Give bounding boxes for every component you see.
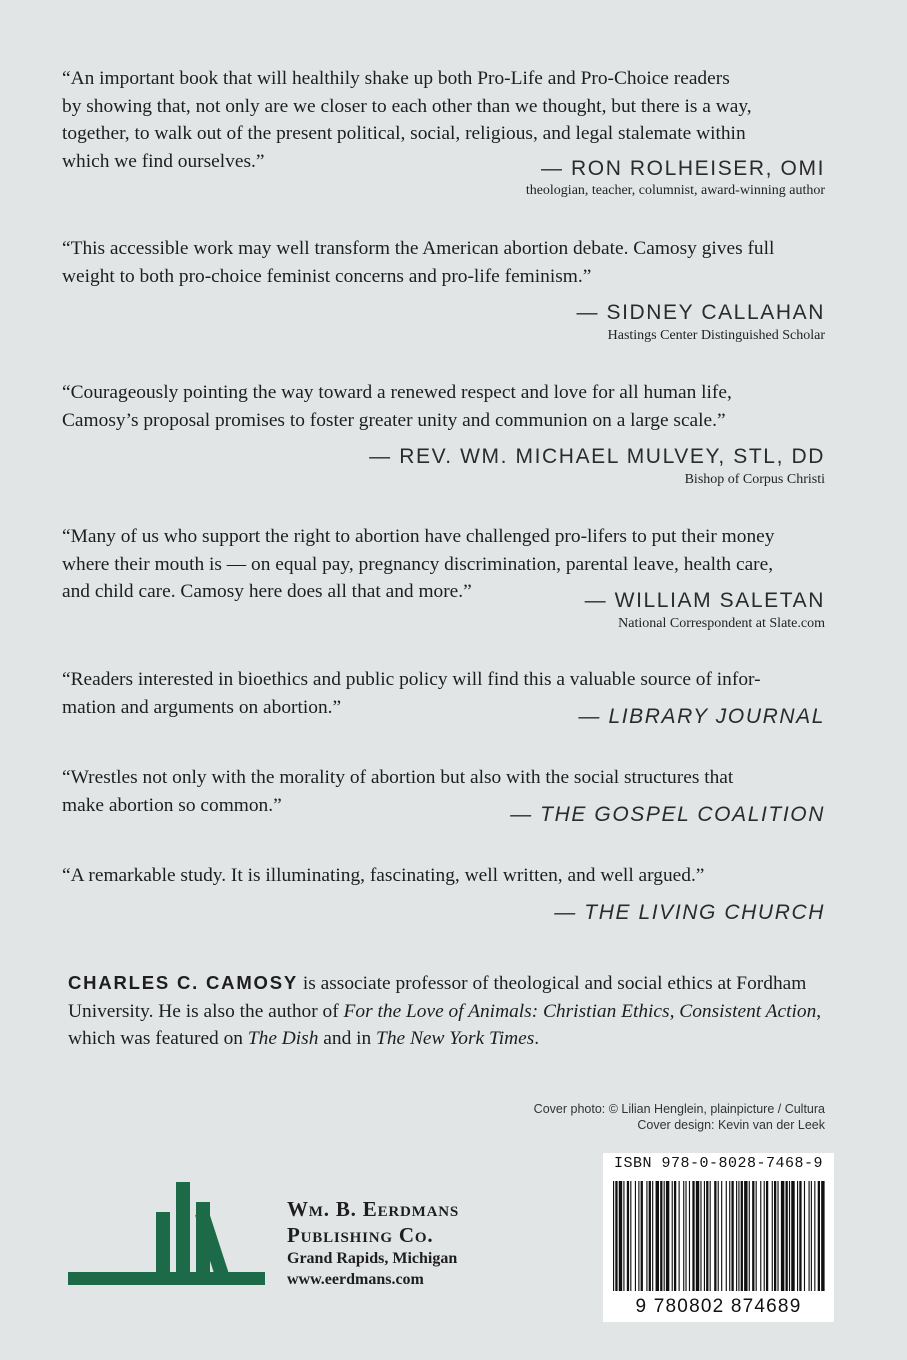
barcode-bar xyxy=(749,1181,750,1291)
barcode-bar xyxy=(721,1181,722,1291)
role-mulvey: Bishop of Corpus Christi xyxy=(684,472,825,487)
barcode-bar xyxy=(613,1181,614,1291)
barcode-bar xyxy=(811,1181,812,1291)
barcode-bar xyxy=(738,1181,739,1291)
barcode-bar xyxy=(638,1181,639,1291)
barcode-bar xyxy=(692,1181,694,1291)
publisher-city: Grand Rapids, Michigan xyxy=(287,1250,458,1267)
cover-credits xyxy=(534,1101,825,1133)
attribution-mulvey: — REV. WM. MICHAEL MULVEY, STL, DD xyxy=(369,445,825,468)
barcode-bar xyxy=(706,1181,708,1291)
books-logo-icon xyxy=(68,1182,268,1286)
barcode-bar xyxy=(664,1181,665,1291)
cover-design-credit: Cover design: Kevin van der Leek xyxy=(637,1118,825,1132)
barcode-bar xyxy=(729,1181,730,1291)
attribution-living-church: — THE LIVING CHURCH xyxy=(554,901,825,924)
barcode-bar xyxy=(627,1181,629,1291)
quote-callahan xyxy=(62,235,842,290)
quote-living-church xyxy=(62,862,842,890)
quote-text: “Wrestles not only with the morality of abortion but also with the social structures that make abortion so common.” xyxy=(62,767,734,816)
barcode-bar xyxy=(818,1181,820,1291)
barcode-bar xyxy=(666,1181,669,1291)
barcode-digits: 9 780802 874689 xyxy=(635,1296,802,1317)
barcode-bar xyxy=(786,1181,788,1291)
barcode-bar xyxy=(821,1181,824,1291)
bio-text: is associate professor of theological and social ethics at Fordham University. He is also the author of xyxy=(68,973,807,1022)
attribution-rolheiser: — RON ROLHEISER, OMI xyxy=(540,157,825,180)
barcode-bar xyxy=(619,1181,622,1291)
barcode-bar xyxy=(781,1181,784,1291)
barcode-bar xyxy=(685,1181,686,1291)
barcode-bar xyxy=(766,1181,768,1291)
barcode-bar xyxy=(764,1181,765,1291)
attribution-gospel-coalition: — THE GOSPEL COALITION xyxy=(510,803,825,826)
barcode-bar xyxy=(797,1181,798,1291)
barcode-bars-icon xyxy=(611,1181,826,1295)
barcode-bar xyxy=(674,1181,676,1291)
barcode-bar xyxy=(623,1181,624,1291)
barcode-bar xyxy=(791,1181,794,1291)
barcode-bar xyxy=(646,1181,647,1291)
book-title: For the Love of Animals: Christian Ethics, Consistent Action xyxy=(343,1000,817,1022)
barcode-bar xyxy=(641,1181,643,1291)
isbn-label: ISBN 978-0-8028-7468-9 xyxy=(613,1155,824,1172)
barcode-bar xyxy=(718,1181,719,1291)
barcode-bar xyxy=(799,1181,801,1291)
barcode-bar xyxy=(689,1181,690,1291)
barcode-bar xyxy=(714,1181,716,1291)
barcode-bar xyxy=(630,1181,631,1291)
publisher-block xyxy=(287,1196,459,1290)
barcode-bar xyxy=(772,1181,773,1291)
barcode-bar xyxy=(649,1181,651,1291)
barcode-bar xyxy=(731,1181,733,1291)
barcode-bar xyxy=(700,1181,701,1291)
bio-text: and in xyxy=(318,1028,377,1049)
barcode-bar xyxy=(804,1181,805,1291)
isbn-barcode xyxy=(603,1153,834,1322)
outlet-title: The Dish xyxy=(247,1028,319,1049)
outlet-title: The New York Times xyxy=(376,1028,535,1049)
barcode-bar xyxy=(741,1181,743,1291)
barcode-bar xyxy=(652,1181,653,1291)
barcode-bar xyxy=(635,1181,636,1291)
barcode-bar xyxy=(710,1181,711,1291)
quote-text: “An important book that will healthily shake up both Pro-Life and Pro-Choice readers by showing that, not only are we closer to each other than we thought, but there is a way, together, to walk out of the present political, social, religious, and legal stalemate within which we find ourselves.” xyxy=(62,68,752,172)
barcode-bar xyxy=(814,1181,815,1291)
author-name: CHARLES C. CAMOSY xyxy=(68,972,298,993)
quote-mulvey xyxy=(62,379,842,434)
barcode-bar xyxy=(756,1181,757,1291)
barcode-bar xyxy=(679,1181,680,1291)
author-bio xyxy=(68,969,848,1053)
attribution-callahan: — SIDNEY CALLAHAN xyxy=(576,301,825,324)
barcode-bar xyxy=(615,1181,617,1291)
publisher-name-line1: Wm. B. Eerdmans xyxy=(287,1197,460,1221)
publisher-name-line2: Publishing Co. xyxy=(287,1223,434,1247)
quote-text: “This accessible work may well transform the American abortion debate. Camosy gives full weight to both pro-choice feminist concerns and pro-life feminism.” xyxy=(62,238,775,287)
barcode-bar xyxy=(774,1181,776,1291)
barcode-bar xyxy=(789,1181,790,1291)
barcode-bar xyxy=(726,1181,727,1291)
bio-text: . xyxy=(534,1028,540,1049)
barcode-bar xyxy=(777,1181,778,1291)
barcode-bar xyxy=(704,1181,705,1291)
quote-text: “Readers interested in bioethics and public policy will find this a valuable source of infor- mation and arguments on abortion.” xyxy=(62,669,761,718)
barcode-bar xyxy=(760,1181,761,1291)
barcode-bar xyxy=(744,1181,747,1291)
quote-text: “Courageously pointing the way toward a renewed respect and love for all human life, Camosy’s proposal promises to foster greater unity and communion on a large scale.” xyxy=(62,382,732,431)
cover-photo-credit: Cover photo: © Lilian Henglein, plainpicture / Cultura xyxy=(533,1102,825,1116)
barcode-bar xyxy=(672,1181,673,1291)
barcode-bar xyxy=(696,1181,699,1291)
role-saletan: National Correspondent at Slate.com xyxy=(618,616,825,631)
barcode-bar xyxy=(736,1181,737,1291)
quote-text: “A remarkable study. It is illuminating, fascinating, well written, and well argued.” xyxy=(62,865,705,886)
barcode-bar xyxy=(809,1181,810,1291)
bio-text: , which was featured on xyxy=(68,1000,822,1049)
barcode-bar xyxy=(656,1181,659,1291)
quote-text: “Many of us who support the right to abortion have challenged pro-lifers to put their money where their mouth is — on equal pay, pregnancy discrimination, parental leave, health care, and child care. Camosy here does all that and more.” xyxy=(62,526,775,602)
role-rolheiser: theologian, teacher, columnist, award-winning author xyxy=(525,183,825,198)
publisher-website: www.eerdmans.com xyxy=(287,1271,424,1288)
barcode-bar xyxy=(683,1181,684,1291)
role-callahan: Hastings Center Distinguished Scholar xyxy=(607,328,825,343)
attribution-library-journal: — LIBRARY JOURNAL xyxy=(578,705,825,728)
barcode-bar xyxy=(752,1181,754,1291)
barcode-bar xyxy=(660,1181,662,1291)
attribution-saletan: — WILLIAM SALETAN xyxy=(584,589,825,612)
